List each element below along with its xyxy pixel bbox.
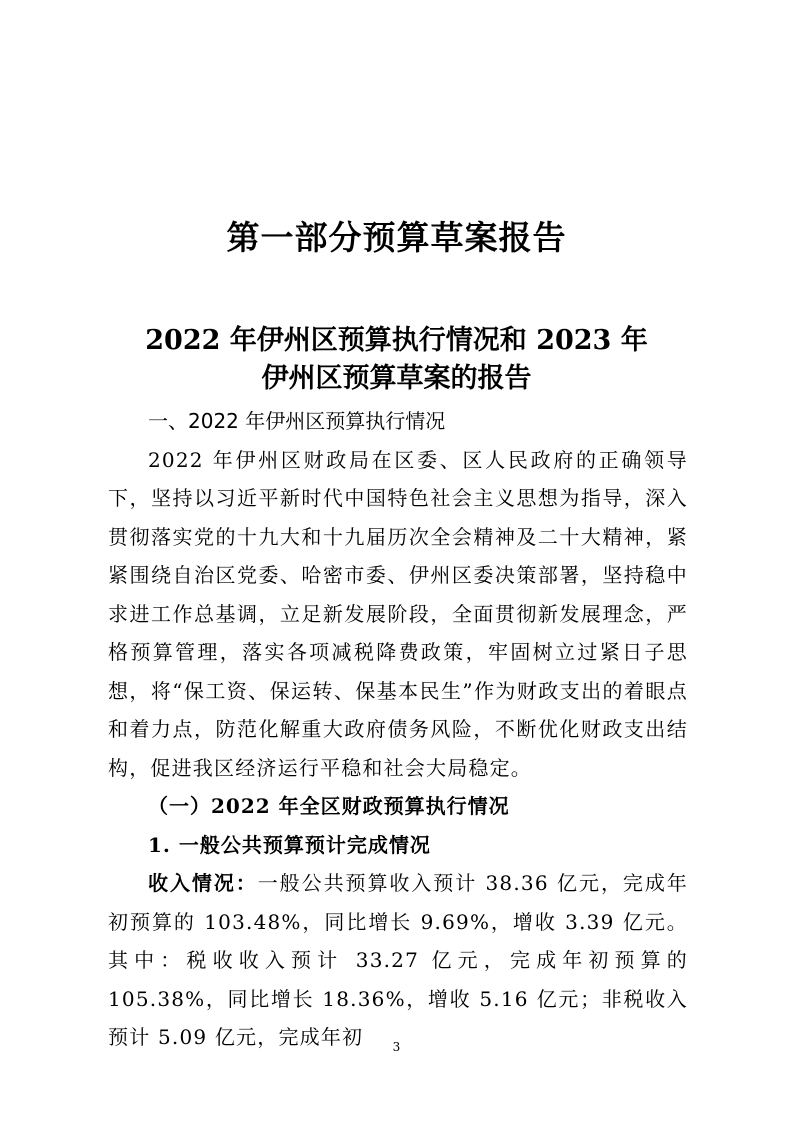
page-number: 3 bbox=[392, 1040, 401, 1054]
report-title-line-1: 2022 年伊州区预算执行情况和 2023 年 bbox=[145, 325, 648, 356]
revenue-text: 一般公共预算收入预计 38.36 亿元，完成年初预算的 103.48%，同比增长 9.69%，增收 3.39 亿元。其中：税收收入预计 33.27 亿元，完成年初预算的 105.38%，同比增长 18.36%，增收 5.16 亿元；非税收入预计 5.09 亿元，完成年初 bbox=[108, 871, 688, 1049]
report-title-line-2: 伊州区预算草案的报告 bbox=[261, 363, 532, 394]
report-body bbox=[108, 402, 688, 1057]
revenue-paragraph bbox=[108, 864, 688, 1057]
revenue-lead: 收入情况： bbox=[148, 871, 258, 895]
section-heading: 一、2022 年伊州区预算执行情况 bbox=[148, 409, 446, 433]
intro-paragraph: 2022 年伊州区财政局在区委、区人民政府的正确领导下，坚持以习近平新时代中国特色社会主义思想为指导，深入贯彻落实党的十九大和十九届历次全会精神及二十大精神，紧紧围绕自治区党委、哈密市委、伊州区委决策部署，坚持稳中求进工作总基调，立足新发展阶段，全面贯彻新发展理念，严格预算管理，落实各项减税降费政策，牢固树立过紧日子思想，将“保工资、保运转、保基本民生”作为财政支出的着眼点和着力点，防范化解重大政府债务风险，不断优化财政支出结构，促进我区经济运行平稳和社会大局稳定。 bbox=[108, 447, 688, 780]
item-heading: 1. 一般公共预算预计完成情况 bbox=[148, 832, 431, 857]
subsection-heading: （一）2022 年全区财政预算执行情况 bbox=[148, 794, 510, 818]
report-title bbox=[0, 322, 793, 398]
part-title: 第一部分预算草案报告 bbox=[226, 218, 567, 257]
